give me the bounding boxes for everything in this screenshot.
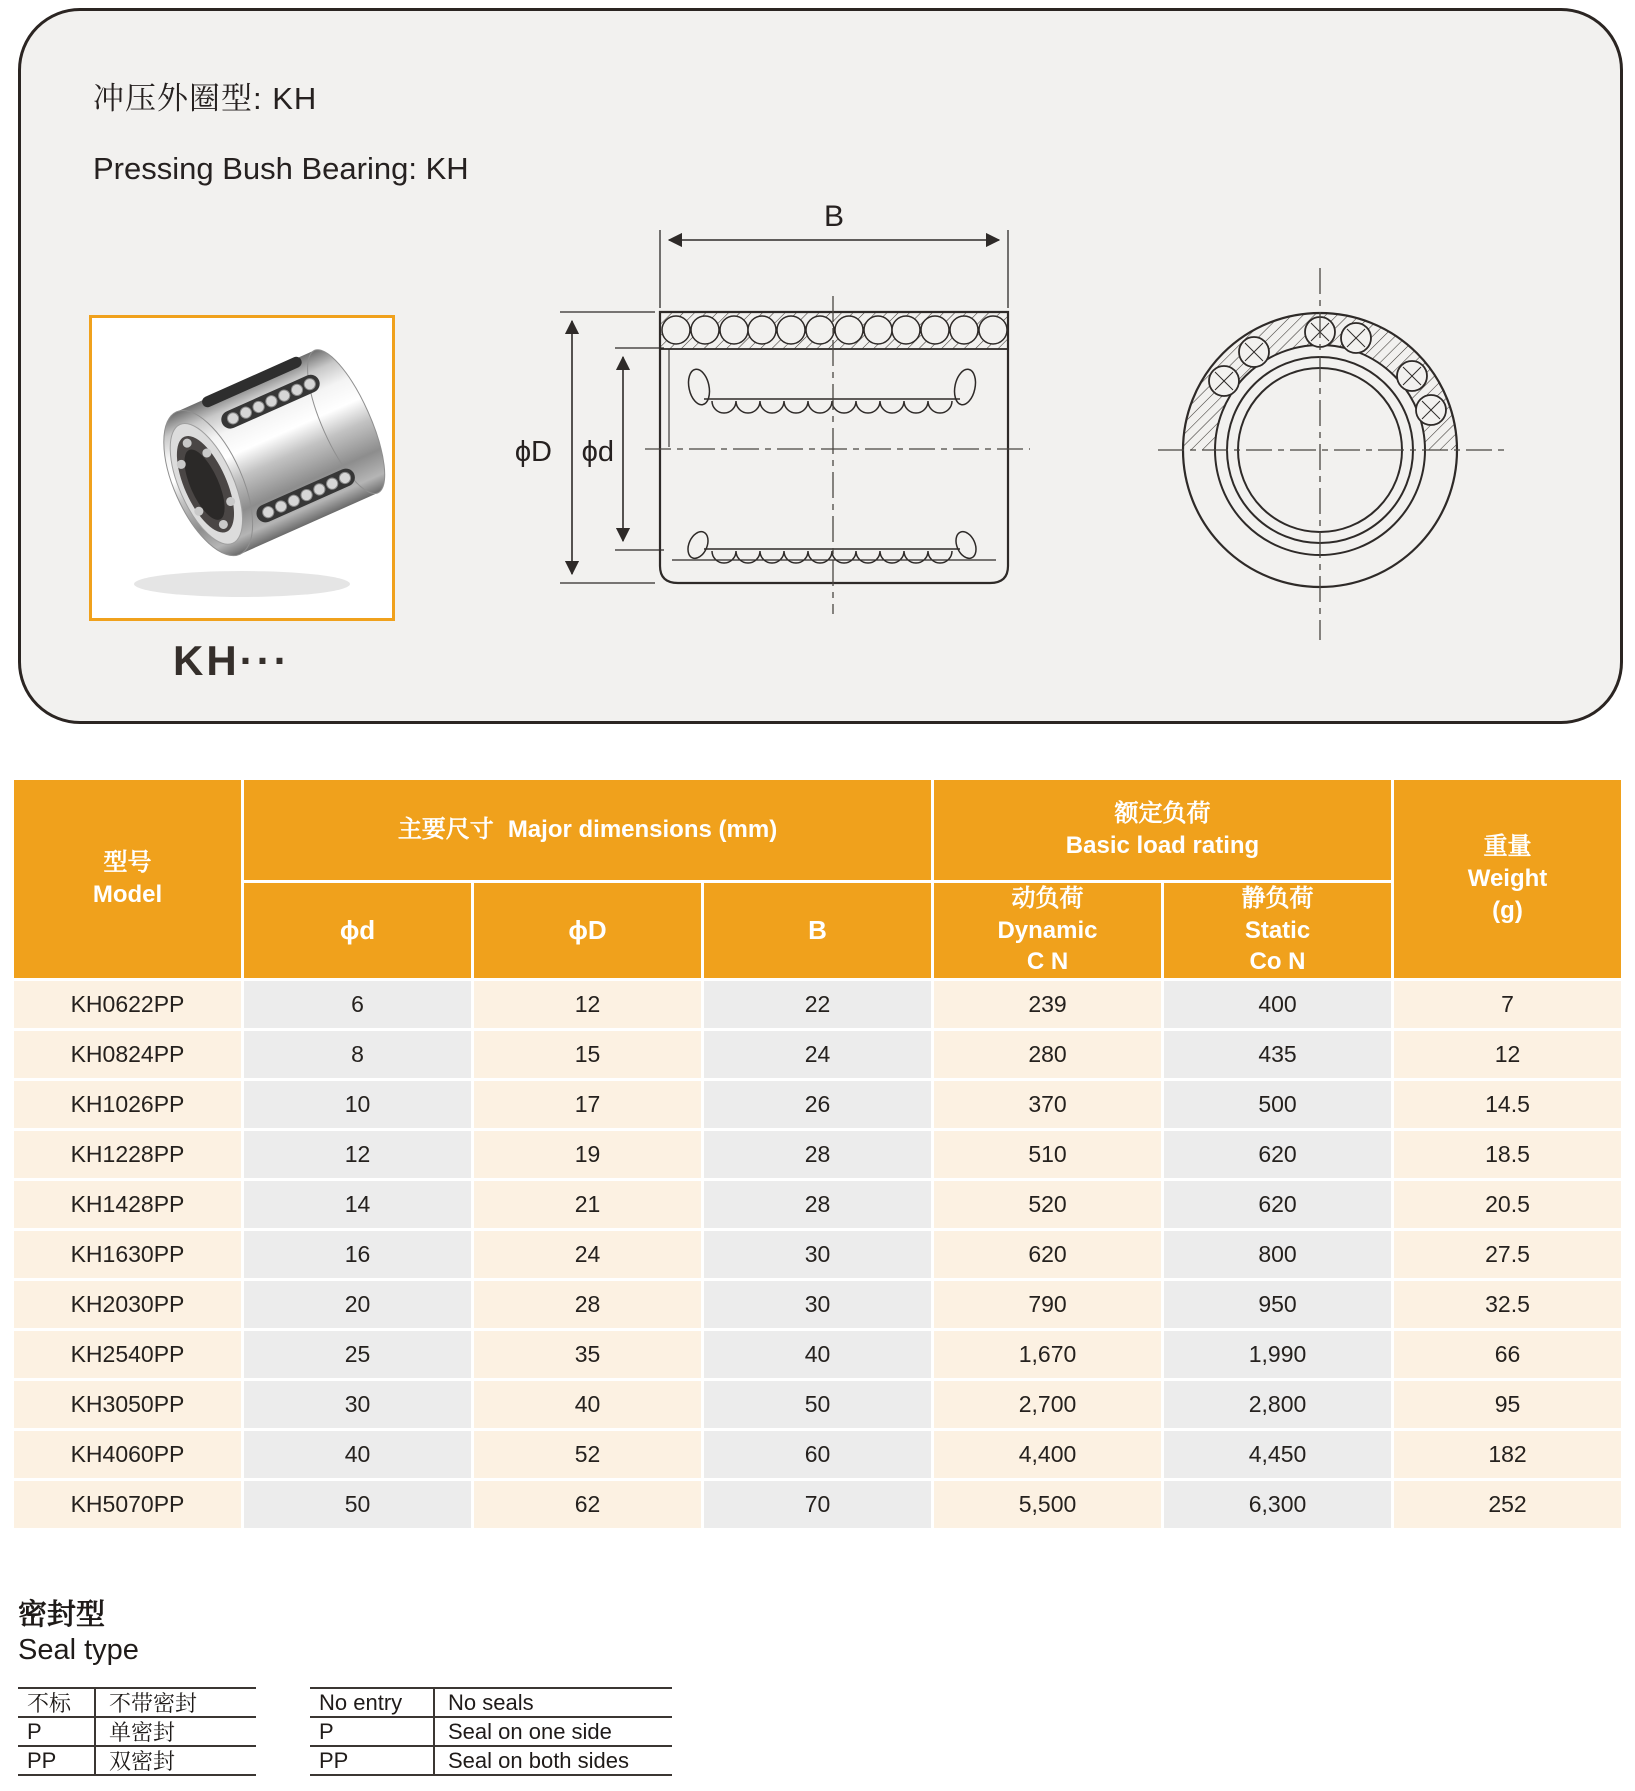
header-load-en: Basic load rating xyxy=(1065,832,1260,859)
seal-row xyxy=(18,1689,256,1718)
header-weight-en: Weight xyxy=(1467,865,1548,893)
cell-dynamic-load: 370 xyxy=(934,1081,1161,1128)
header-major-dimensions xyxy=(244,780,931,880)
header-bore-dia: ϕd xyxy=(244,883,471,978)
cell-dynamic-load: 790 xyxy=(934,1281,1161,1328)
header-weight xyxy=(1394,780,1621,978)
header-dynamic-en: Dynamic xyxy=(997,916,1098,944)
cell-model: KH1026PP xyxy=(14,1081,241,1128)
cell-length: 26 xyxy=(704,1081,931,1128)
dim-inner-dia-label: ϕd xyxy=(581,436,614,468)
cell-length: 22 xyxy=(704,981,931,1028)
cell-weight: 20.5 xyxy=(1394,1181,1621,1228)
cell-static-load: 800 xyxy=(1164,1231,1391,1278)
bearing-photo-illustration xyxy=(92,318,392,618)
seal-code: 不标 xyxy=(27,1691,72,1716)
header-major-en: Major dimensions (mm) xyxy=(507,816,778,844)
cell-outer-dia: 19 xyxy=(474,1131,701,1178)
cell-static-load: 2,800 xyxy=(1164,1381,1391,1428)
header-dynamic-load xyxy=(934,883,1161,978)
cell-static-load: 500 xyxy=(1164,1081,1391,1128)
cell-weight: 95 xyxy=(1394,1381,1621,1428)
cell-bore-dia: 50 xyxy=(244,1481,471,1528)
cell-model: KH3050PP xyxy=(14,1381,241,1428)
cell-model: KH1630PP xyxy=(14,1231,241,1278)
cell-model: KH4060PP xyxy=(14,1431,241,1478)
spec-table xyxy=(14,780,1621,1528)
cell-outer-dia: 52 xyxy=(474,1431,701,1478)
cell-model: KH1228PP xyxy=(14,1131,241,1178)
cell-dynamic-load: 520 xyxy=(934,1181,1161,1228)
page-title-zh: 冲压外圈型: KH xyxy=(93,81,318,116)
cell-dynamic-load: 5,500 xyxy=(934,1481,1161,1528)
product-panel xyxy=(18,8,1623,724)
seal-code: No entry xyxy=(319,1689,403,1715)
cell-dynamic-load: 2,700 xyxy=(934,1381,1161,1428)
cell-weight: 18.5 xyxy=(1394,1131,1621,1178)
cell-outer-dia: 62 xyxy=(474,1481,701,1528)
cell-bore-dia: 40 xyxy=(244,1431,471,1478)
cell-bore-dia: 10 xyxy=(244,1081,471,1128)
cell-dynamic-load: 1,670 xyxy=(934,1331,1161,1378)
cell-static-load: 4,450 xyxy=(1164,1431,1391,1478)
cell-length: 50 xyxy=(704,1381,931,1428)
cell-bore-dia: 8 xyxy=(244,1031,471,1078)
cell-weight: 32.5 xyxy=(1394,1281,1621,1328)
cell-outer-dia: 12 xyxy=(474,981,701,1028)
cell-model: KH1428PP xyxy=(14,1181,241,1228)
seal-description: 不带密封 xyxy=(94,1689,256,1716)
seal-table-zh xyxy=(18,1687,256,1776)
header-major-zh: 主要尺寸 xyxy=(397,816,494,844)
cell-dynamic-load: 510 xyxy=(934,1131,1161,1178)
cell-weight: 252 xyxy=(1394,1481,1621,1528)
cell-bore-dia: 20 xyxy=(244,1281,471,1328)
cell-static-load: 1,990 xyxy=(1164,1331,1391,1378)
cell-dynamic-load: 620 xyxy=(934,1231,1161,1278)
cell-static-load: 620 xyxy=(1164,1181,1391,1228)
cell-static-load: 435 xyxy=(1164,1031,1391,1078)
page-title-en: Pressing Bush Bearing: KH xyxy=(93,151,469,186)
seal-type-title-zh: 密封型 xyxy=(18,1599,106,1631)
seal-description: 双密封 xyxy=(94,1747,256,1774)
header-weight-zh: 重量 xyxy=(1483,833,1532,861)
cell-bore-dia: 25 xyxy=(244,1331,471,1378)
cell-outer-dia: 35 xyxy=(474,1331,701,1378)
seal-code: PP xyxy=(27,1747,57,1773)
cell-outer-dia: 28 xyxy=(474,1281,701,1328)
header-static-unit: Co N xyxy=(1249,948,1306,976)
cell-static-load: 950 xyxy=(1164,1281,1391,1328)
cell-outer-dia: 40 xyxy=(474,1381,701,1428)
header-model-zh: 型号 xyxy=(103,849,152,877)
cell-model: KH0824PP xyxy=(14,1031,241,1078)
cell-weight: 182 xyxy=(1394,1431,1621,1478)
header-model xyxy=(14,780,241,978)
cell-bore-dia: 14 xyxy=(244,1181,471,1228)
cell-bore-dia: 16 xyxy=(244,1231,471,1278)
cell-static-load: 6,300 xyxy=(1164,1481,1391,1528)
cell-length: 28 xyxy=(704,1181,931,1228)
cell-weight: 12 xyxy=(1394,1031,1621,1078)
seal-row xyxy=(18,1747,256,1774)
dim-outer-dia-label: ϕD xyxy=(514,436,552,468)
cell-bore-dia: 6 xyxy=(244,981,471,1028)
cell-outer-dia: 17 xyxy=(474,1081,701,1128)
seal-code: PP xyxy=(319,1747,349,1773)
cell-outer-dia: 21 xyxy=(474,1181,701,1228)
cell-length: 24 xyxy=(704,1031,931,1078)
seal-description: 单密封 xyxy=(94,1718,256,1745)
seal-description: No seals xyxy=(433,1689,672,1716)
header-length: B xyxy=(704,883,931,978)
cell-bore-dia: 12 xyxy=(244,1131,471,1178)
seal-row xyxy=(18,1718,256,1747)
cell-length: 30 xyxy=(704,1231,931,1278)
seal-description: Seal on both sides xyxy=(433,1747,672,1774)
cell-outer-dia: 24 xyxy=(474,1231,701,1278)
cell-model: KH2540PP xyxy=(14,1331,241,1378)
cell-model: KH5070PP xyxy=(14,1481,241,1528)
header-static-load xyxy=(1164,883,1391,978)
cell-length: 28 xyxy=(704,1131,931,1178)
header-outer-dia: ϕD xyxy=(474,883,701,978)
cell-length: 60 xyxy=(704,1431,931,1478)
seal-table-en xyxy=(310,1687,672,1776)
seal-type-title-en: Seal type xyxy=(18,1634,139,1666)
cell-length: 40 xyxy=(704,1331,931,1378)
dim-b-label: B xyxy=(823,200,845,233)
seal-description: Seal on one side xyxy=(433,1718,672,1745)
cell-dynamic-load: 4,400 xyxy=(934,1431,1161,1478)
cell-outer-dia: 15 xyxy=(474,1031,701,1078)
cell-bore-dia: 30 xyxy=(244,1381,471,1428)
seal-code: P xyxy=(27,1718,42,1744)
seal-row xyxy=(310,1689,672,1718)
cell-weight: 14.5 xyxy=(1394,1081,1621,1128)
cell-static-load: 400 xyxy=(1164,981,1391,1028)
cell-weight: 27.5 xyxy=(1394,1231,1621,1278)
header-dynamic-zh: 动负荷 xyxy=(1011,885,1084,912)
seal-row xyxy=(310,1747,672,1774)
cell-length: 70 xyxy=(704,1481,931,1528)
cell-model: KH2030PP xyxy=(14,1281,241,1328)
header-static-zh: 静负荷 xyxy=(1241,885,1314,912)
cell-weight: 66 xyxy=(1394,1331,1621,1378)
product-code-label: KH··· xyxy=(173,637,291,684)
header-dynamic-unit: C N xyxy=(1026,948,1069,976)
header-model-en: Model xyxy=(92,881,163,908)
cell-length: 30 xyxy=(704,1281,931,1328)
cell-model: KH0622PP xyxy=(14,981,241,1028)
seal-row xyxy=(310,1718,672,1747)
cell-dynamic-load: 239 xyxy=(934,981,1161,1028)
header-load-zh: 额定负荷 xyxy=(1114,800,1211,828)
seal-code: P xyxy=(319,1718,334,1744)
product-photo xyxy=(89,315,395,621)
cell-dynamic-load: 280 xyxy=(934,1031,1161,1078)
cell-static-load: 620 xyxy=(1164,1131,1391,1178)
cell-weight: 7 xyxy=(1394,981,1621,1028)
header-weight-unit: (g) xyxy=(1492,896,1523,924)
header-static-en: Static xyxy=(1244,916,1311,944)
header-load-rating xyxy=(934,780,1391,880)
